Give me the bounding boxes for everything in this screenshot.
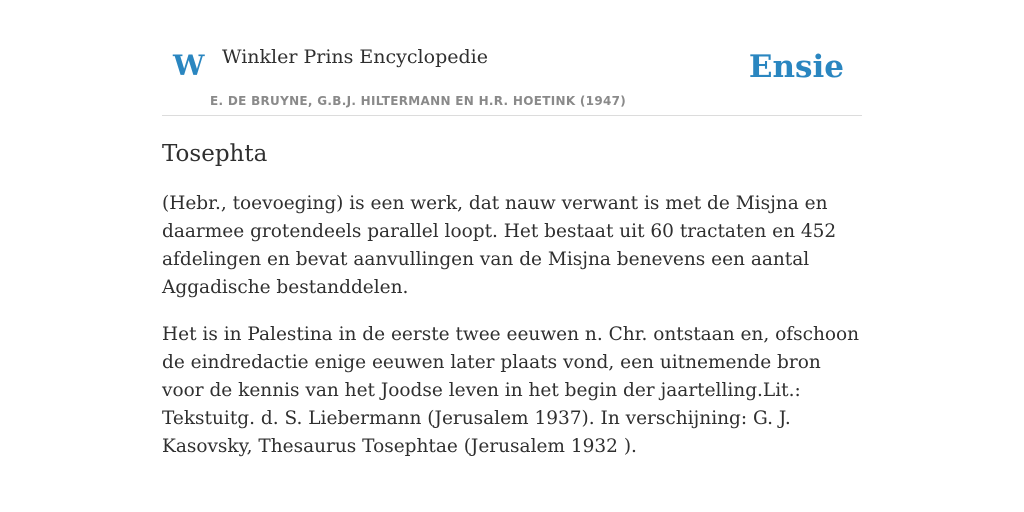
encyclopedia-title[interactable]: Winkler Prins Encyclopedie: [222, 46, 488, 68]
article-term: Tosephta: [162, 141, 268, 167]
encyclopedia-header: [162, 0, 862, 116]
page-container: [162, 0, 862, 461]
article-paragraph: (Hebr., toevoeging) is een werk, dat nauw verwant is met de Misjna en daarmee grotendeels parallel loopt. Het bestaat uit 60 tractaten en 452 afdelingen en bevat aanvullingen van de Misjna benevens een aantal Aggadische bestanddelen.: [162, 192, 837, 298]
article-body: [162, 190, 862, 461]
article-paragraph: Het is in Palestina in de eerste twee eeuwen n. Chr. ontstaan en, ofschoon de eindredactie enige eeuwen later plaats vond, een uitnemende bron voor de kennis van het Joodse leven in het begin der jaartelling.Lit.: Tekstuitg. d. S. Liebermann (Jerusalem 1937). In verschijning: G. J. Kasovsky, Thesaurus Tosephtae (Jerusalem 1932 ).: [162, 323, 860, 457]
encyclopedia-authors: E. DE BRUYNE, G.B.J. HILTERMANN EN H.R. HOETINK (1947): [210, 94, 627, 108]
ensie-logo-link[interactable]: Ensie: [748, 49, 844, 85]
encyclopedia-logo-icon[interactable]: W: [173, 49, 205, 82]
